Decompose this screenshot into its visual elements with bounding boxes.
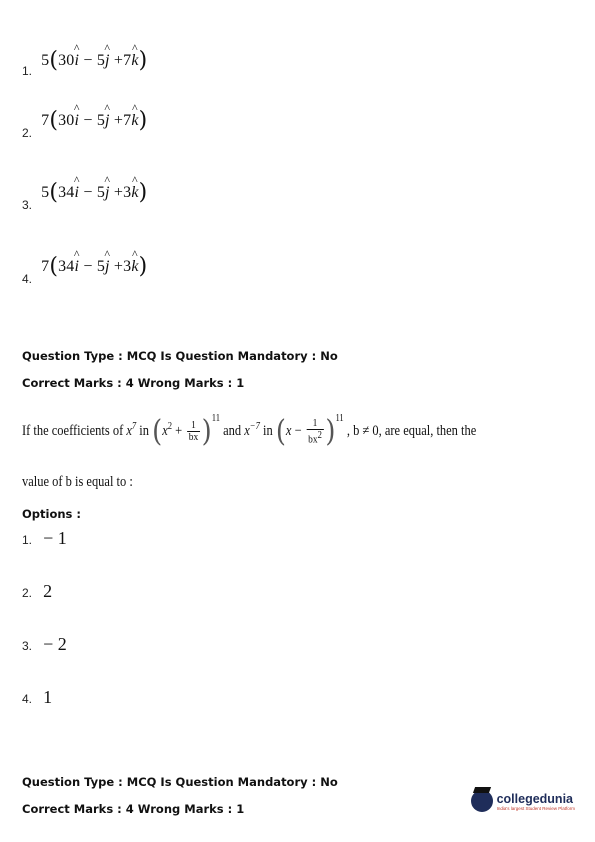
option-number: 4. [22,692,33,706]
option-number: 3. [22,639,33,653]
option-value: 2 [43,581,53,601]
vector-expression: 7(30^ i − 5^ j +7^ k) [41,112,147,129]
next-question-type-line: Question Type : MCQ Is Question Mandatory : No [22,775,338,789]
option-4[interactable] [22,687,52,708]
vector-expression: 5(34^ i − 5^ j +3^ k) [41,184,147,201]
option-value: − 1 [43,528,67,548]
vector-expression: 7(34^ i − 5^ j +3^ k) [41,258,147,275]
question-type-line: Question Type : MCQ Is Question Mandatory : No [22,349,338,363]
vector-expression: 5(30^ i − 5^ j +7^ k) [41,52,147,69]
question-text-line-2: value of b is equal to : [22,474,133,490]
option-number: 1. [22,533,33,547]
expression-1: ($x^2$ + $\frac{1}{bx}$ )$^{11}$ [152,413,221,449]
question-text-line-1: If the coefficients of $x^7$ in ($x^2$ + $\frac{1}{bx}$ )$^{11}$ and $x^{-7}$ in (x − $\frac{1}{bx^2}$ )$^{11}$ , b ≠ 0, are equal, then the [22,413,477,449]
option-1[interactable] [22,528,67,549]
option-number: 1. [22,64,33,78]
option-number: 4. [22,272,33,286]
option-number: 3. [22,198,33,212]
option-value: 1 [43,687,53,707]
logo-tagline: India's largest Student Review Platform [496,805,575,811]
prev-option-3 [22,180,148,212]
option-3[interactable] [22,634,67,655]
option-number: 2. [22,586,33,600]
graduate-cap-icon [471,790,493,812]
option-value: − 2 [43,634,67,654]
prev-option-1 [22,48,148,78]
logo-name: collegedunia [496,791,573,806]
options-label: Options : [22,507,81,521]
option-number: 2. [22,126,33,140]
prev-option-2 [22,108,148,140]
prev-option-4 [22,254,148,286]
expression-2: (x − $\frac{1}{bx^2}$ )$^{11}$ [275,413,344,449]
option-2[interactable] [22,581,52,602]
marks-line: Correct Marks : 4 Wrong Marks : 1 [22,376,245,390]
collegedunia-logo [471,790,575,812]
next-marks-line: Correct Marks : 4 Wrong Marks : 1 [22,802,245,816]
